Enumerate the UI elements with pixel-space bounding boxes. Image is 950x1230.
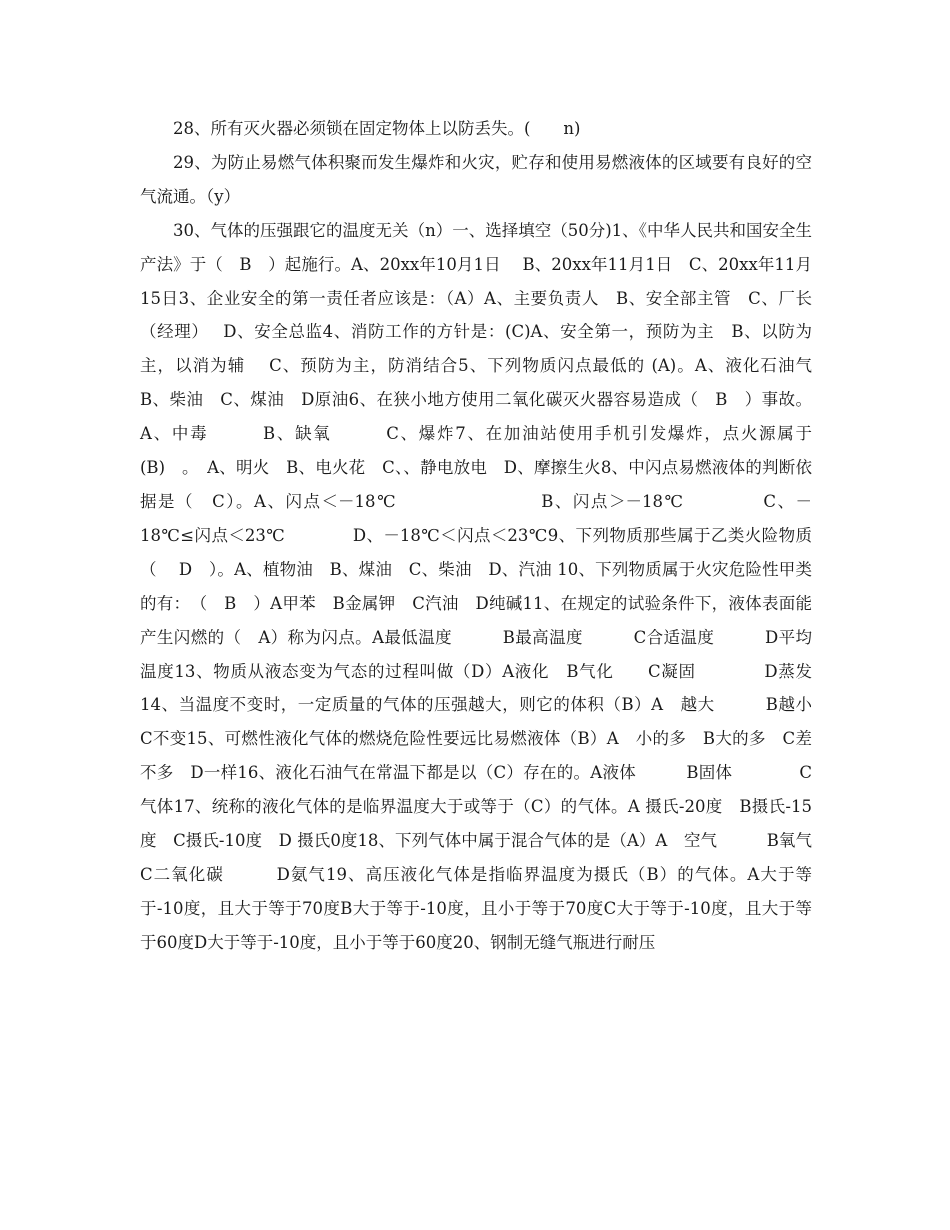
paragraph-28: 28、所有灭火器必须锁在固定物体上以防丢失。( n) [173, 119, 581, 138]
paragraph-30: 30、气体的压强跟它的温度无关（n）一、选择填空（50分)1、《中华人民共和国安全生产法》于（ B ）起施行。A、20xx年10月1日 B、20xx年11月1日 C、20xx年11月15日3、企业安全的第一责任者应该是：（A）A、主要负责人 B、安全部主管 C、厂长（经理） D、安全总监4、消防工作的方针是：(C)A、安全第一，预防为主 B、以防为主，以消为辅 C、预防为主，防消结合5、下列物质闪点最低的 (A)。A、液化石油气 B、柴油 C、煤油 D原油6、在狭小地方使用二氧化碳灭火器容易造成（ B ）事故。A、中毒 B、缺氧 C、爆炸7、在加油站使用手机引发爆炸，点火源属于 (B) 。 A、明火 B、电火花 C、、静电放电 D、摩擦生火8、中闪点易燃液体的判断依据是（ C）。A、闪点＜－18℃ B、闪点＞－18℃ C、－18℃≤闪点＜23℃ D、－18℃＜闪点＜23℃9、下列物质那些属于乙类火险物质（ D ）。A、植物油 B、煤油 C、柴油 D、汽油 10、下列物质属于火灾危险性甲类的有： （ B ）A甲苯 B金属钾 C汽油 D纯碱11、在规定的试验条件下，液体表面能产生闪燃的（ A）称为闪点。A最低温度 B最高温度 C合适温度 D平均温度13、物质从液态变为气态的过程叫做（D）A液化 B气化 C凝固 D蒸发14、当温度不变时，一定质量的气体的压强越大，则它的体积（B）A 越大 B越小 C不变15、可燃性液化气体的燃烧危险性要远比易燃液体（B）A 小的多 B大的多 C差不多 D一样16、液化石油气在常温下都是以（C）存在的。A液体 B固体 C气体17、统称的液化气体的是临界温度大于或等于（C）的气体。A 摄氏-20度 B摄氏-15度 C摄氏-10度 D 摄氏0度18、下列气体中属于混合气体的是（A）A 空气 B氧气 C二氧化碳 D氨气19、高压液化气体是指临界温度为摄氏（B）的气体。A大于等于-10度，且大于等于70度B大于等于-10度，且小于等于70度C大于等于-10度，且大于等于60度D大于等于-10度，且小于等于60度20、钢制无缝气瓶进行耐压 [140, 220, 862, 952]
paragraph-29: 29、为防止易燃气体积聚而发生爆炸和火灾，贮存和使用易燃液体的区域要有良好的空气流通。（y） [140, 152, 812, 206]
document-body [140, 112, 862, 960]
